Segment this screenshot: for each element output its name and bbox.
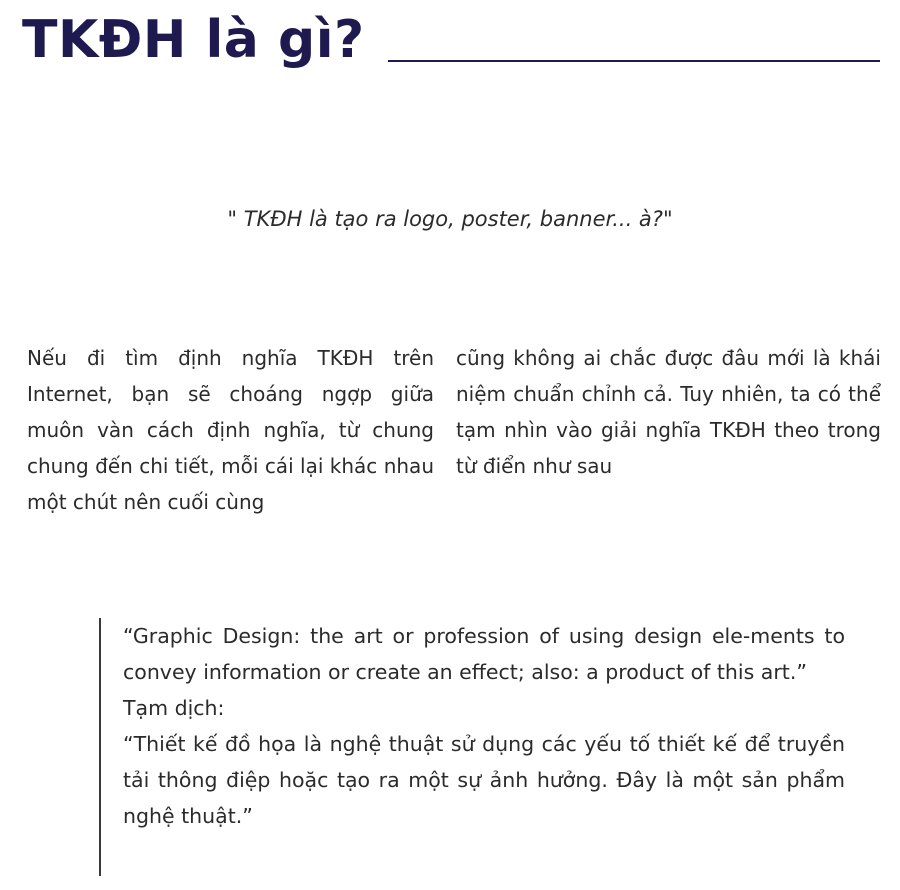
body-column-right: cũng không ai chắc được đâu mới là khái niệm chuẩn chỉnh cả. Tuy nhiên, ta có thể tạm nhìn vào giải nghĩa TKĐH theo trong từ điển như sau [456, 346, 881, 478]
definition-blockquote [99, 618, 861, 876]
translation-label: Tạm dịch: [123, 696, 225, 720]
page-title: TKĐH là gì? [22, 10, 365, 70]
body-column-left: Nếu đi tìm định nghĩa TKĐH trên Internet, bạn sẽ choáng ngợp giữa muôn vàn cách định nghĩa, từ chung chung đến chi tiết, mỗi cái lại khác nhau một chút nên cuối cùng [27, 346, 434, 514]
title-underline [388, 60, 880, 62]
definition-english: “Graphic Design: the art or profession of using design ele-ments to convey information or create an effect; also: a product of this art.” [123, 624, 845, 684]
lead-quote: " TKĐH là tạo ra logo, poster, banner... à?" [227, 207, 673, 231]
definition-vietnamese: “Thiết kế đồ họa là nghệ thuật sử dụng các yếu tố thiết kế để truyền tải thông điệp hoặc tạo ra một sự ảnh hưởng. Đây là một sản phẩm nghệ thuật.” [123, 732, 845, 828]
